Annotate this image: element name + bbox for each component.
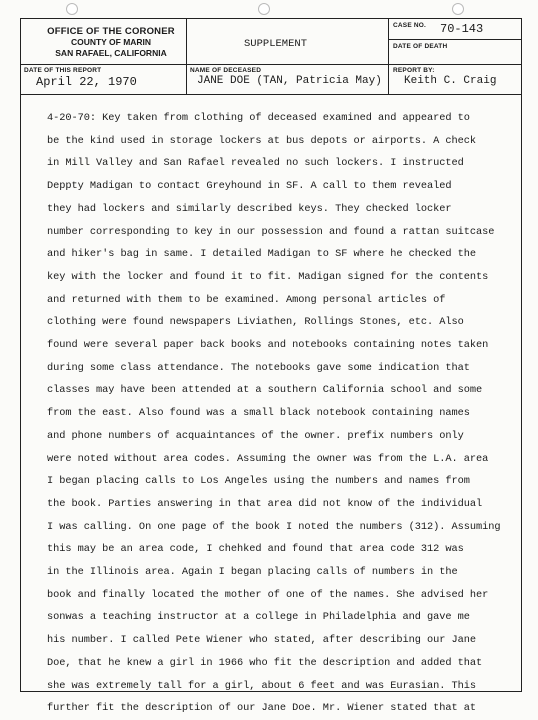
narrative-line: 4-20-70: Key taken from clothing of deceased examined and appeared to bbox=[47, 112, 470, 124]
narrative-line: further fit the description of our Jane Doe. Mr. Wiener stated that at bbox=[47, 702, 477, 715]
narrative-line: key with the locker and found it to fit. Madigan signed for the contents bbox=[47, 270, 489, 283]
narrative-line: I began placing calls to Los Angeles using the numbers and names from bbox=[47, 475, 470, 488]
narrative-line: Deppty Madigan to contact Greyhound in SF. A call to them revealed bbox=[47, 180, 452, 193]
case-no-label: CASE NO. bbox=[393, 22, 427, 29]
case-divider bbox=[388, 39, 522, 40]
date-of-death-label: DATE OF DEATH bbox=[393, 43, 448, 50]
report-by-label: REPORT BY: bbox=[393, 67, 435, 74]
report-by-value: Keith C. Craig bbox=[404, 75, 497, 87]
office-title: OFFICE OF THE CORONER bbox=[47, 26, 175, 37]
narrative-line: and hiker's bag in same. I detailed Madigan to SF where he checked the bbox=[47, 248, 477, 261]
narrative-line: number corresponding to key in our possession and found a rattan suitcase bbox=[47, 225, 495, 238]
narrative-line: be the kind used in storage lockers at bus depots or airports. A check bbox=[47, 134, 477, 147]
header-divider-top bbox=[20, 64, 522, 65]
narrative-line: they had lockers and similarly described keys. They checked locker bbox=[47, 202, 452, 215]
narrative-line: clothing were found newspapers Liviathen, Rollings Stones, etc. Also bbox=[47, 316, 464, 329]
binder-hole-right bbox=[452, 3, 464, 15]
narrative-line: during some class attendance. The notebooks gave some indication that bbox=[47, 361, 470, 374]
case-no-value: 70-143 bbox=[440, 22, 484, 36]
narrative-line: I was calling. On one page of the book I noted the numbers (312). Assuming bbox=[47, 520, 501, 533]
deceased-value: JANE DOE (TAN, Patricia May) bbox=[197, 75, 382, 87]
binder-hole-left bbox=[66, 3, 78, 15]
narrative-line: she was extremely tall for a girl, about 6 feet and was Eurasian. This bbox=[47, 679, 477, 692]
office-block bbox=[22, 26, 200, 59]
report-date-label: DATE OF THIS REPORT bbox=[24, 67, 102, 74]
narrative-line: in the Illinois area. Again I began placing calls of numbers in the bbox=[47, 566, 458, 579]
office-city: SAN RAFAEL, CALIFORNIA bbox=[55, 48, 167, 58]
narrative-line: this may be an area code, I chehked and found that area code 312 was bbox=[47, 543, 464, 556]
narrative-line: from the east. Also found was a small black notebook containing names bbox=[47, 407, 470, 420]
narrative-line: Doe, that he knew a girl in 1966 who fit the description and added that bbox=[47, 656, 483, 669]
deceased-label: NAME OF DECEASED bbox=[190, 67, 262, 74]
narrative-line: found were several paper back books and notebooks containing notes taken bbox=[47, 339, 489, 352]
narrative-line: in Mill Valley and San Rafael revealed no such lockers. I instructed bbox=[47, 157, 464, 170]
narrative-line: the book. Parties answering in that area did not know of the individual bbox=[47, 497, 483, 510]
narrative-line: his number. I called Pete Wiener who stated, after describing our Jane bbox=[47, 634, 477, 647]
narrative-line: and returned with them to be examined. Among personal articles of bbox=[47, 293, 446, 306]
narrative-line: classes may have been attended at a southern California school and some bbox=[47, 384, 483, 397]
binder-hole-center bbox=[258, 3, 270, 15]
form-title: SUPPLEMENT bbox=[244, 38, 308, 50]
report-date-value: April 22, 1970 bbox=[36, 75, 137, 89]
header-divider-bottom bbox=[20, 94, 522, 95]
narrative-line: and phone numbers of acquaintances of the owner. prefix numbers only bbox=[47, 429, 464, 442]
narrative-line: sonwas a teaching instructor at a college in Philadelphia and gave me bbox=[47, 611, 470, 624]
report-narrative bbox=[47, 107, 517, 720]
narrative-line: were noted without area codes. Assuming the owner was from the L.A. area bbox=[47, 452, 489, 465]
office-county: COUNTY OF MARIN bbox=[70, 37, 152, 47]
header-col-2 bbox=[388, 18, 389, 94]
narrative-line: book and finally located the mother of one of the names. She advised her bbox=[47, 588, 489, 601]
